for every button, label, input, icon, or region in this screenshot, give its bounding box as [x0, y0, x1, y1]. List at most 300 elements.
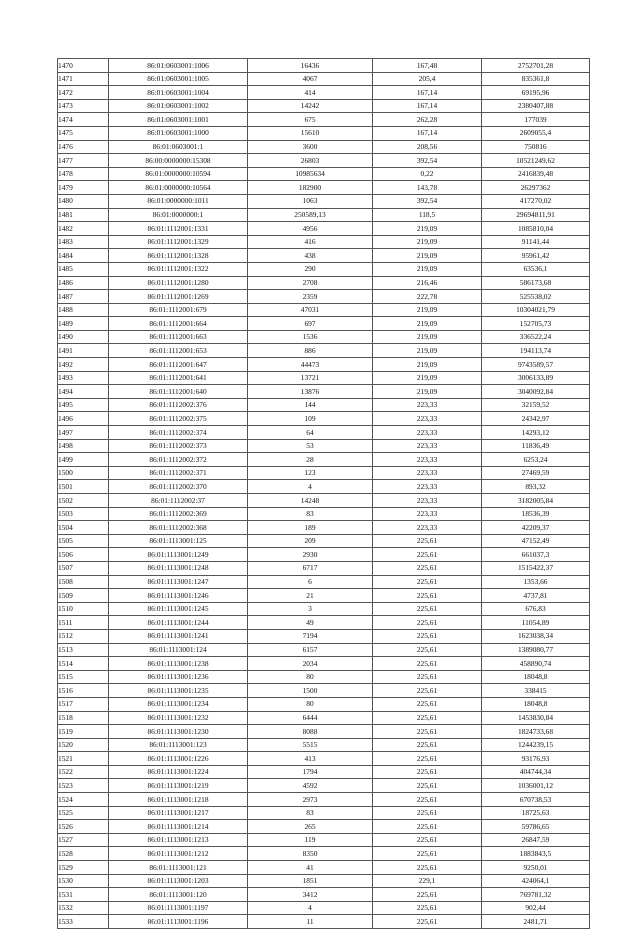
cadastral-value-cell: 404744,34 — [482, 765, 590, 779]
cadastral-value-cell: 194113,74 — [482, 344, 590, 358]
cadastral-number-cell: 86:01:1112002:369 — [109, 507, 248, 521]
table-row — [58, 752, 590, 766]
cadastral-number-cell: 86:01:1112002:374 — [109, 426, 248, 440]
cadastral-value-cell: 9250,01 — [482, 861, 590, 875]
cadastral-value-cell: 458890,74 — [482, 657, 590, 671]
row-number-cell: 1526 — [58, 820, 109, 834]
specific-value-cell: 225,61 — [373, 670, 482, 684]
row-number-cell: 1519 — [58, 725, 109, 739]
area-cell: 697 — [248, 317, 373, 331]
cadastral-number-cell: 86:01:1113001:1196 — [109, 915, 248, 929]
area-cell: 16436 — [248, 59, 373, 73]
row-number-cell: 1511 — [58, 616, 109, 630]
area-cell: 6444 — [248, 711, 373, 725]
cadastral-number-cell: 86:01:0000000:10594 — [109, 167, 248, 181]
table-row — [58, 833, 590, 847]
area-cell: 80 — [248, 697, 373, 711]
cadastral-value-cell: 1353,66 — [482, 575, 590, 589]
table-row — [58, 344, 590, 358]
specific-value-cell: 225,61 — [373, 820, 482, 834]
cadastral-number-cell: 86:01:1112001:1331 — [109, 222, 248, 236]
cadastral-value-cell: 336522,24 — [482, 330, 590, 344]
row-number-cell: 1531 — [58, 888, 109, 902]
table-row — [58, 494, 590, 508]
table-row — [58, 222, 590, 236]
row-number-cell: 1503 — [58, 507, 109, 521]
specific-value-cell: 205,4 — [373, 72, 482, 86]
cadastral-number-cell: 86:01:1112001:663 — [109, 330, 248, 344]
table-row — [58, 806, 590, 820]
cadastral-number-cell: 86:01:1113001:1249 — [109, 548, 248, 562]
cadastral-number-cell: 86:01:1113001:1226 — [109, 752, 248, 766]
row-number-cell: 1485 — [58, 262, 109, 276]
row-number-cell: 1517 — [58, 697, 109, 711]
table-row — [58, 398, 590, 412]
row-number-cell: 1516 — [58, 684, 109, 698]
specific-value-cell: 229,1 — [373, 874, 482, 888]
table-row — [58, 167, 590, 181]
area-cell: 49 — [248, 616, 373, 630]
row-number-cell: 1491 — [58, 344, 109, 358]
specific-value-cell: 208,56 — [373, 140, 482, 154]
specific-value-cell: 392,54 — [373, 194, 482, 208]
row-number-cell: 1521 — [58, 752, 109, 766]
specific-value-cell: 118,5 — [373, 208, 482, 222]
table-row — [58, 657, 590, 671]
cadastral-number-cell: 86:01:1113001:1224 — [109, 765, 248, 779]
area-cell: 886 — [248, 344, 373, 358]
table-row — [58, 575, 590, 589]
specific-value-cell: 223,33 — [373, 426, 482, 440]
row-number-cell: 1486 — [58, 276, 109, 290]
specific-value-cell: 262,28 — [373, 113, 482, 127]
table-row — [58, 697, 590, 711]
table-row — [58, 303, 590, 317]
row-number-cell: 1501 — [58, 480, 109, 494]
cadastral-number-cell: 86:01:1113001:1246 — [109, 589, 248, 603]
cadastral-number-cell: 86:01:1113001:121 — [109, 861, 248, 875]
area-cell: 8088 — [248, 725, 373, 739]
row-number-cell: 1484 — [58, 249, 109, 263]
specific-value-cell: 225,61 — [373, 901, 482, 915]
cadastral-value-cell: 10304021,79 — [482, 303, 590, 317]
specific-value-cell: 225,61 — [373, 888, 482, 902]
table-row — [58, 262, 590, 276]
cadastral-value-cell: 18536,39 — [482, 507, 590, 521]
table-row — [58, 793, 590, 807]
table-row — [58, 72, 590, 86]
cadastral-value-cell: 2416839,48 — [482, 167, 590, 181]
specific-value-cell: 167,48 — [373, 59, 482, 73]
cadastral-value-cell: 676,83 — [482, 602, 590, 616]
specific-value-cell: 225,61 — [373, 793, 482, 807]
specific-value-cell: 225,61 — [373, 575, 482, 589]
specific-value-cell: 225,61 — [373, 589, 482, 603]
table-row — [58, 86, 590, 100]
table-row — [58, 235, 590, 249]
cadastral-value-cell: 42209,37 — [482, 521, 590, 535]
table-row — [58, 358, 590, 372]
area-cell: 3600 — [248, 140, 373, 154]
row-number-cell: 1505 — [58, 534, 109, 548]
cadastral-value-cell: 4737,81 — [482, 589, 590, 603]
cadastral-value-cell: 177039 — [482, 113, 590, 127]
area-cell: 13876 — [248, 385, 373, 399]
cadastral-number-cell: 86:01:1112002:373 — [109, 439, 248, 453]
row-number-cell: 1498 — [58, 439, 109, 453]
cadastral-number-cell: 86:01:1112001:1280 — [109, 276, 248, 290]
area-cell: 44473 — [248, 358, 373, 372]
row-number-cell: 1527 — [58, 833, 109, 847]
area-cell: 8350 — [248, 847, 373, 861]
cadastral-number-cell: 86:01:1112001:1322 — [109, 262, 248, 276]
specific-value-cell: 392,54 — [373, 154, 482, 168]
cadastral-value-cell: 152705,73 — [482, 317, 590, 331]
row-number-cell: 1489 — [58, 317, 109, 331]
cadastral-number-cell: 86:01:1113001:1203 — [109, 874, 248, 888]
specific-value-cell: 219,09 — [373, 235, 482, 249]
cadastral-value-cell: 3182005,84 — [482, 494, 590, 508]
row-number-cell: 1488 — [58, 303, 109, 317]
cadastral-number-cell: 86:01:1113001:1247 — [109, 575, 248, 589]
table-row — [58, 140, 590, 154]
area-cell: 83 — [248, 507, 373, 521]
cadastral-number-cell: 86:01:1112002:368 — [109, 521, 248, 535]
table-row — [58, 507, 590, 521]
specific-value-cell: 219,09 — [373, 330, 482, 344]
cadastral-value-cell: 2609055,4 — [482, 126, 590, 140]
area-cell: 64 — [248, 426, 373, 440]
specific-value-cell: 223,33 — [373, 521, 482, 535]
area-cell: 11 — [248, 915, 373, 929]
area-cell: 144 — [248, 398, 373, 412]
specific-value-cell: 219,09 — [373, 303, 482, 317]
area-cell: 290 — [248, 262, 373, 276]
area-cell: 83 — [248, 806, 373, 820]
row-number-cell: 1529 — [58, 861, 109, 875]
cadastral-value-cell: 63536,1 — [482, 262, 590, 276]
cadastral-value-cell: 1515422,37 — [482, 561, 590, 575]
table-row — [58, 874, 590, 888]
cadastral-number-cell: 86:01:1112001:640 — [109, 385, 248, 399]
table-row — [58, 126, 590, 140]
area-cell: 1500 — [248, 684, 373, 698]
table-row — [58, 439, 590, 453]
specific-value-cell: 223,33 — [373, 398, 482, 412]
specific-value-cell: 219,09 — [373, 262, 482, 276]
table-row — [58, 194, 590, 208]
row-number-cell: 1478 — [58, 167, 109, 181]
cadastral-number-cell: 86:01:1112002:376 — [109, 398, 248, 412]
row-number-cell: 1471 — [58, 72, 109, 86]
row-number-cell: 1483 — [58, 235, 109, 249]
row-number-cell: 1523 — [58, 779, 109, 793]
specific-value-cell: 225,61 — [373, 697, 482, 711]
cadastral-value-cell: 2380407,88 — [482, 99, 590, 113]
row-number-cell: 1496 — [58, 412, 109, 426]
row-number-cell: 1497 — [58, 426, 109, 440]
cadastral-number-cell: 86:01:1113001:1241 — [109, 629, 248, 643]
table-row — [58, 589, 590, 603]
cadastral-value-cell: 2752701,28 — [482, 59, 590, 73]
cadastral-number-cell: 86:01:1113001:1214 — [109, 820, 248, 834]
specific-value-cell: 223,33 — [373, 507, 482, 521]
specific-value-cell: 225,61 — [373, 861, 482, 875]
specific-value-cell: 223,33 — [373, 494, 482, 508]
area-cell: 675 — [248, 113, 373, 127]
specific-value-cell: 223,33 — [373, 466, 482, 480]
table-row — [58, 915, 590, 929]
table-row — [58, 59, 590, 73]
cadastral-value-cell: 1389080,77 — [482, 643, 590, 657]
cadastral-value-cell: 11836,49 — [482, 439, 590, 453]
row-number-cell: 1490 — [58, 330, 109, 344]
area-cell: 4592 — [248, 779, 373, 793]
row-number-cell: 1480 — [58, 194, 109, 208]
row-number-cell: 1507 — [58, 561, 109, 575]
cadastral-value-cell: 10521249,62 — [482, 154, 590, 168]
row-number-cell: 1481 — [58, 208, 109, 222]
cadastral-value-cell: 47152,49 — [482, 534, 590, 548]
specific-value-cell: 167,14 — [373, 86, 482, 100]
table-row — [58, 208, 590, 222]
cadastral-value-cell: 18048,8 — [482, 697, 590, 711]
table-row — [58, 629, 590, 643]
specific-value-cell: 143,78 — [373, 181, 482, 195]
table-row — [58, 888, 590, 902]
cadastral-number-cell: 86:01:1112001:641 — [109, 371, 248, 385]
cadastral-number-cell: 86:01:1113001:1230 — [109, 725, 248, 739]
row-number-cell: 1487 — [58, 290, 109, 304]
cadastral-number-cell: 86:01:1113001:1245 — [109, 602, 248, 616]
cadastral-number-cell: 86:01:0603001:1006 — [109, 59, 248, 73]
row-number-cell: 1513 — [58, 643, 109, 657]
cadastral-number-cell: 86:01:1113001:124 — [109, 643, 248, 657]
cadastral-value-cell: 3006133,89 — [482, 371, 590, 385]
table-row — [58, 181, 590, 195]
cadastral-number-cell: 86:01:1112001:1269 — [109, 290, 248, 304]
cadastral-number-cell: 86:01:1113001:1248 — [109, 561, 248, 575]
table-body — [58, 59, 590, 929]
area-cell: 2708 — [248, 276, 373, 290]
row-number-cell: 1500 — [58, 466, 109, 480]
area-cell: 4 — [248, 901, 373, 915]
table-row — [58, 466, 590, 480]
cadastral-value-cell: 2481,71 — [482, 915, 590, 929]
specific-value-cell: 225,61 — [373, 752, 482, 766]
specific-value-cell: 223,33 — [373, 480, 482, 494]
area-cell: 4956 — [248, 222, 373, 236]
area-cell: 28 — [248, 453, 373, 467]
table-row — [58, 779, 590, 793]
cadastral-value-cell: 769781,32 — [482, 888, 590, 902]
cadastral-number-cell: 86:01:1113001:1197 — [109, 901, 248, 915]
row-number-cell: 1532 — [58, 901, 109, 915]
specific-value-cell: 225,61 — [373, 629, 482, 643]
table-row — [58, 99, 590, 113]
specific-value-cell: 225,61 — [373, 548, 482, 562]
row-number-cell: 1518 — [58, 711, 109, 725]
cadastral-value-cell: 417270,02 — [482, 194, 590, 208]
table-row — [58, 725, 590, 739]
specific-value-cell: 219,09 — [373, 249, 482, 263]
table-row — [58, 534, 590, 548]
table-row — [58, 738, 590, 752]
specific-value-cell: 223,33 — [373, 453, 482, 467]
table-row — [58, 616, 590, 630]
table-row — [58, 317, 590, 331]
cadastral-number-cell: 86:01:1112002:375 — [109, 412, 248, 426]
area-cell: 1063 — [248, 194, 373, 208]
cadastral-number-cell: 86:01:1113001:1235 — [109, 684, 248, 698]
specific-value-cell: 225,61 — [373, 738, 482, 752]
area-cell: 416 — [248, 235, 373, 249]
row-number-cell: 1504 — [58, 521, 109, 535]
cadastral-number-cell: 86:01:1112002:371 — [109, 466, 248, 480]
table-row — [58, 412, 590, 426]
cadastral-value-cell: 24342,97 — [482, 412, 590, 426]
area-cell: 6 — [248, 575, 373, 589]
row-number-cell: 1508 — [58, 575, 109, 589]
area-cell: 4 — [248, 480, 373, 494]
cadastral-value-cell: 1085810,04 — [482, 222, 590, 236]
table-row — [58, 548, 590, 562]
specific-value-cell: 223,33 — [373, 412, 482, 426]
area-cell: 6157 — [248, 643, 373, 657]
row-number-cell: 1476 — [58, 140, 109, 154]
table-row — [58, 847, 590, 861]
cadastral-value-cell: 11054,89 — [482, 616, 590, 630]
cadastral-value-cell: 1453830,84 — [482, 711, 590, 725]
cadastral-number-cell: 86:01:1113001:1236 — [109, 670, 248, 684]
cadastral-number-cell: 86:01:1112002:37 — [109, 494, 248, 508]
row-number-cell: 1525 — [58, 806, 109, 820]
specific-value-cell: 219,09 — [373, 317, 482, 331]
area-cell: 250589,13 — [248, 208, 373, 222]
area-cell: 414 — [248, 86, 373, 100]
row-number-cell: 1533 — [58, 915, 109, 929]
cadastral-value-cell: 1623038,34 — [482, 629, 590, 643]
cadastral-value-cell: 32159,52 — [482, 398, 590, 412]
cadastral-number-cell: 86:01:1113001:1217 — [109, 806, 248, 820]
area-cell: 7194 — [248, 629, 373, 643]
area-cell: 21 — [248, 589, 373, 603]
specific-value-cell: 219,09 — [373, 385, 482, 399]
table-row — [58, 330, 590, 344]
cadastral-number-cell: 86:01:1112002:370 — [109, 480, 248, 494]
cadastral-number-cell: 86:01:1113001:1218 — [109, 793, 248, 807]
table-row — [58, 371, 590, 385]
cadastral-number-cell: 86:01:0000000:10564 — [109, 181, 248, 195]
area-cell: 209 — [248, 534, 373, 548]
specific-value-cell: 225,61 — [373, 833, 482, 847]
cadastral-number-cell: 86:01:1112001:664 — [109, 317, 248, 331]
specific-value-cell: 225,61 — [373, 616, 482, 630]
row-number-cell: 1474 — [58, 113, 109, 127]
area-cell: 26803 — [248, 154, 373, 168]
area-cell: 14248 — [248, 494, 373, 508]
cadastral-value-cell: 1883843,5 — [482, 847, 590, 861]
area-cell: 13721 — [248, 371, 373, 385]
cadastral-value-cell: 27469,59 — [482, 466, 590, 480]
specific-value-cell: 225,61 — [373, 602, 482, 616]
specific-value-cell: 0,22 — [373, 167, 482, 181]
cadastral-value-cell: 29694811,91 — [482, 208, 590, 222]
specific-value-cell: 216,46 — [373, 276, 482, 290]
cadastral-number-cell: 86:01:1112001:653 — [109, 344, 248, 358]
specific-value-cell: 225,61 — [373, 534, 482, 548]
document-page — [57, 58, 584, 929]
cadastral-number-cell: 86:01:1113001:1219 — [109, 779, 248, 793]
table-row — [58, 861, 590, 875]
row-number-cell: 1475 — [58, 126, 109, 140]
cadastral-number-cell: 86:01:1113001:123 — [109, 738, 248, 752]
table-row — [58, 561, 590, 575]
area-cell: 6717 — [248, 561, 373, 575]
area-cell: 413 — [248, 752, 373, 766]
row-number-cell: 1493 — [58, 371, 109, 385]
cadastral-number-cell: 86:01:0603001:1005 — [109, 72, 248, 86]
area-cell: 15610 — [248, 126, 373, 140]
cadastral-value-cell: 1036001,12 — [482, 779, 590, 793]
cadastral-value-cell: 750816 — [482, 140, 590, 154]
row-number-cell: 1477 — [58, 154, 109, 168]
row-number-cell: 1530 — [58, 874, 109, 888]
area-cell: 80 — [248, 670, 373, 684]
cadastral-number-cell: 86:01:0603001:1 — [109, 140, 248, 154]
table-row — [58, 385, 590, 399]
cadastral-number-cell: 86:01:1112001:647 — [109, 358, 248, 372]
cadastral-value-cell: 1244239,15 — [482, 738, 590, 752]
cadastral-value-cell: 18048,8 — [482, 670, 590, 684]
cadastral-value-cell: 424064,1 — [482, 874, 590, 888]
table-row — [58, 113, 590, 127]
specific-value-cell: 225,61 — [373, 561, 482, 575]
table-row — [58, 820, 590, 834]
cadastral-number-cell: 86:01:1113001:1212 — [109, 847, 248, 861]
row-number-cell: 1470 — [58, 59, 109, 73]
row-number-cell: 1520 — [58, 738, 109, 752]
cadastral-value-cell: 14293,12 — [482, 426, 590, 440]
cadastral-value-cell: 902,44 — [482, 901, 590, 915]
area-cell: 3 — [248, 602, 373, 616]
cadastral-value-cell: 9743589,57 — [482, 358, 590, 372]
area-cell: 2359 — [248, 290, 373, 304]
cadastral-number-cell: 86:01:1112001:679 — [109, 303, 248, 317]
specific-value-cell: 225,61 — [373, 847, 482, 861]
cadastral-value-cell: 835361,8 — [482, 72, 590, 86]
row-number-cell: 1524 — [58, 793, 109, 807]
cadastral-value-cell: 95961,42 — [482, 249, 590, 263]
specific-value-cell: 225,61 — [373, 643, 482, 657]
table-row — [58, 453, 590, 467]
cadastral-value-cell: 18725,63 — [482, 806, 590, 820]
specific-value-cell: 219,09 — [373, 371, 482, 385]
cadastral-value-cell: 525538,02 — [482, 290, 590, 304]
row-number-cell: 1479 — [58, 181, 109, 195]
cadastral-value-cell: 6253,24 — [482, 453, 590, 467]
cadastral-number-cell: 86:00:0000000:15308 — [109, 154, 248, 168]
area-cell: 5515 — [248, 738, 373, 752]
cadastral-value-cell: 661037,3 — [482, 548, 590, 562]
area-cell: 265 — [248, 820, 373, 834]
specific-value-cell: 225,61 — [373, 765, 482, 779]
row-number-cell: 1522 — [58, 765, 109, 779]
cadastral-number-cell: 86:01:1113001:1232 — [109, 711, 248, 725]
area-cell: 123 — [248, 466, 373, 480]
specific-value-cell: 167,14 — [373, 126, 482, 140]
specific-value-cell: 219,09 — [373, 358, 482, 372]
